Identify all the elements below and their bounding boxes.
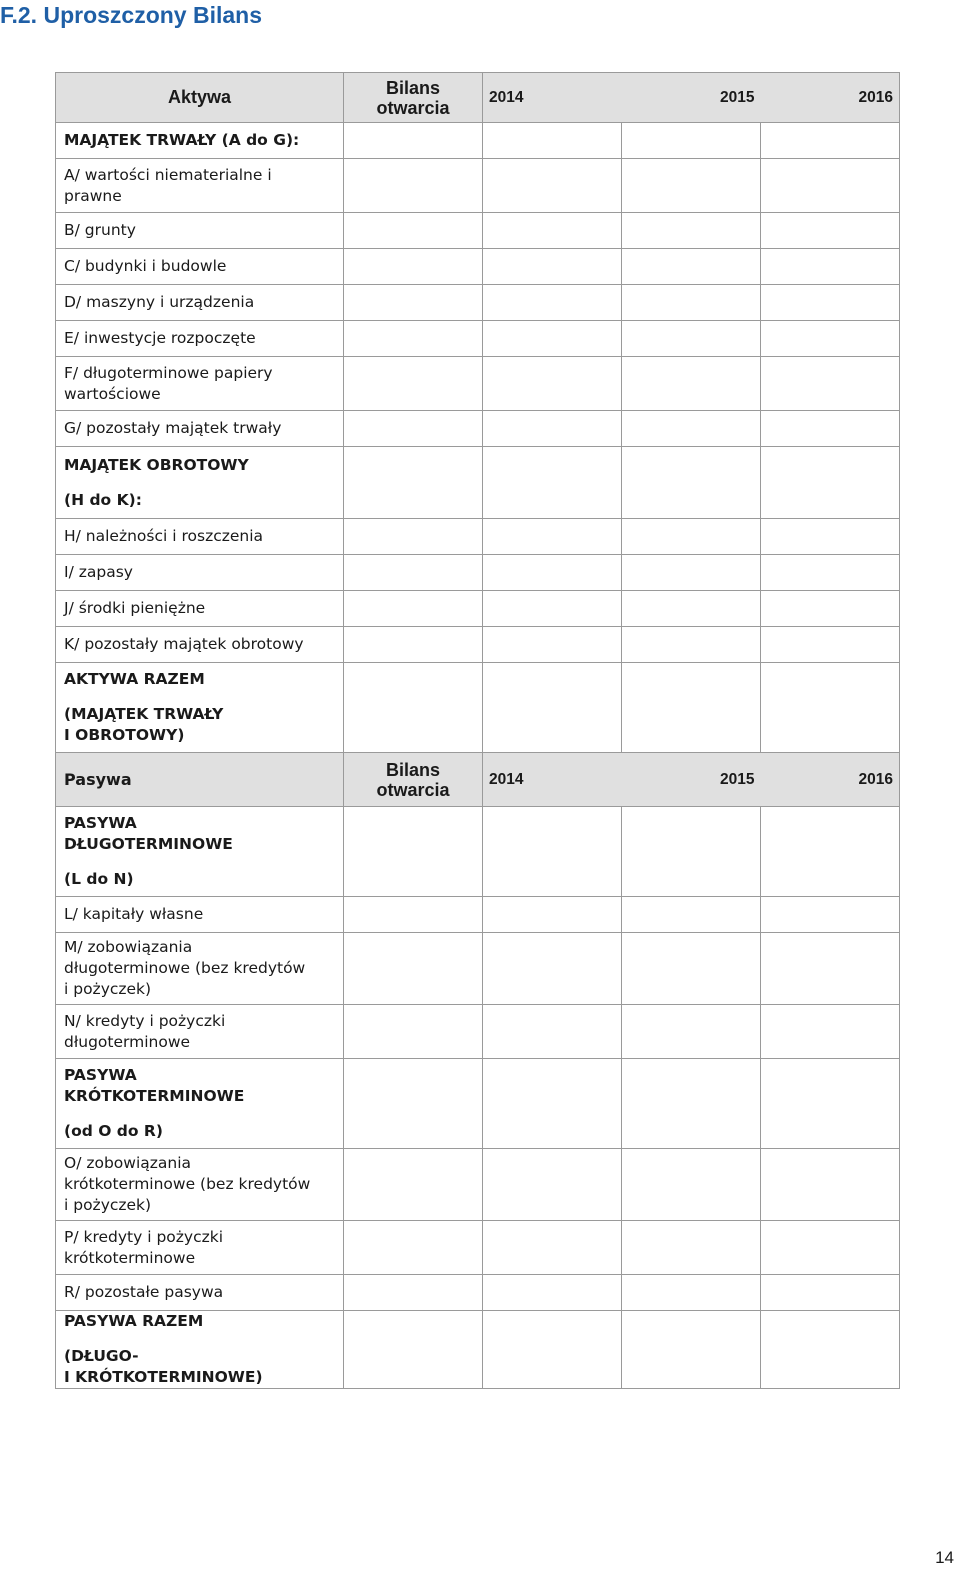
year-0-value-cell[interactable]	[483, 213, 622, 249]
pasywa-row	[56, 807, 900, 897]
label-line: wartościowe	[64, 384, 161, 403]
aktywa-row	[56, 123, 900, 159]
label-line	[64, 476, 335, 490]
year-1-value-cell[interactable]	[622, 357, 761, 411]
label-line: I KRÓTKOTERMINOWE)	[64, 1368, 263, 1386]
opening-balance-cell[interactable]	[344, 321, 483, 357]
year-1-value-cell[interactable]	[622, 807, 761, 897]
year-1-value-cell[interactable]	[622, 159, 761, 213]
label-line: AKTYWA RAZEM	[64, 670, 205, 688]
aktywa-row-label	[56, 519, 344, 555]
pasywa-row-label	[56, 1149, 344, 1221]
aktywa-row	[56, 627, 900, 663]
year-0-value-cell[interactable]	[483, 663, 622, 753]
year-2-value-cell[interactable]	[761, 321, 900, 357]
year-2-value-cell[interactable]	[761, 159, 900, 213]
year-1-value-cell[interactable]	[622, 1311, 761, 1389]
year-2-value-cell[interactable]	[761, 1149, 900, 1221]
label-line: PASYWA RAZEM	[64, 1312, 204, 1330]
pasywa-row-label	[56, 1275, 344, 1311]
year-2-value-cell[interactable]	[761, 1275, 900, 1311]
label-line: PASYWA	[64, 814, 137, 832]
year-2-value-cell[interactable]	[761, 591, 900, 627]
year-0-value-cell[interactable]	[483, 555, 622, 591]
label-line: i pożyczek)	[64, 980, 152, 998]
year-header-0: 2014	[483, 753, 622, 807]
year-1-value-cell[interactable]	[622, 1221, 761, 1275]
aktywa-row-label	[56, 627, 344, 663]
label-line: (MAJĄTEK TRWAŁY	[64, 705, 224, 723]
year-0-value-cell[interactable]	[483, 933, 622, 1005]
opening-balance-cell[interactable]	[344, 1221, 483, 1275]
year-0-value-cell[interactable]	[483, 897, 622, 933]
year-2-value-cell[interactable]	[761, 1059, 900, 1149]
label-line: E/ inwestycje rozpoczęte	[64, 329, 256, 347]
year-0-value-cell[interactable]	[483, 1149, 622, 1221]
opening-balance-cell[interactable]	[344, 447, 483, 519]
year-2-value-cell[interactable]	[761, 447, 900, 519]
opening-balance-cell[interactable]	[344, 1059, 483, 1149]
aktywa-row	[56, 321, 900, 357]
year-header-2: 2016	[761, 73, 900, 123]
opening-line-1: Bilans	[385, 77, 441, 98]
label-line: długoterminowe (bez kredytów	[64, 959, 306, 977]
label-line: B/ grunty	[64, 221, 136, 239]
year-header-0: 2014	[483, 73, 622, 123]
year-0-value-cell[interactable]	[483, 285, 622, 321]
aktywa-row-label	[56, 123, 344, 159]
label-line: DŁUGOTERMINOWE	[64, 835, 233, 853]
pasywa-header-label: Pasywa	[56, 753, 344, 807]
aktywa-row-label	[56, 447, 344, 519]
label-line: (H do K):	[64, 490, 142, 509]
opening-line-2: otwarcia	[376, 779, 450, 800]
opening-balance-cell[interactable]	[344, 123, 483, 159]
aktywa-row-label	[56, 357, 344, 411]
year-1-value-cell[interactable]	[622, 897, 761, 933]
label-line: G/ pozostały majątek trwały	[64, 419, 282, 437]
year-1-value-cell[interactable]	[622, 933, 761, 1005]
year-1-value-cell[interactable]	[622, 249, 761, 285]
label-line: KRÓTKOTERMINOWE	[64, 1087, 245, 1105]
label-line: J/ środki pieniężne	[64, 599, 206, 617]
label-line: krótkoterminowe	[64, 1248, 196, 1267]
year-1-value-cell[interactable]	[622, 285, 761, 321]
pasywa-row-label	[56, 1005, 344, 1059]
year-0-value-cell[interactable]	[483, 1311, 622, 1389]
label-line: I/ zapasy	[64, 563, 133, 581]
year-2-value-cell[interactable]	[761, 663, 900, 753]
page-title: F.2. Uproszczony Bilans	[0, 2, 263, 28]
pasywa-row	[56, 1275, 900, 1311]
label-line: długoterminowe	[64, 1032, 191, 1051]
label-line: L/ kapitały własne	[64, 905, 204, 923]
label-line: P/ kredyty i pożyczki	[64, 1227, 224, 1246]
pasywa-row-label	[56, 1059, 344, 1149]
year-0-value-cell[interactable]	[483, 807, 622, 897]
year-1-value-cell[interactable]	[622, 411, 761, 447]
label-line: O/ zobowiązania	[64, 1154, 192, 1172]
year-0-value-cell[interactable]	[483, 159, 622, 213]
aktywa-row-label	[56, 555, 344, 591]
label-line: F/ długoterminowe papiery	[64, 363, 273, 382]
opening-balance-cell[interactable]	[344, 411, 483, 447]
page-number: 14	[935, 1548, 954, 1567]
aktywa-row	[56, 411, 900, 447]
year-1-value-cell[interactable]	[622, 519, 761, 555]
opening-balance-cell[interactable]	[344, 807, 483, 897]
label-line: i pożyczek)	[64, 1196, 152, 1214]
aktywa-row	[56, 555, 900, 591]
label-line: C/ budynki i budowle	[64, 257, 227, 275]
year-2-value-cell[interactable]	[761, 933, 900, 1005]
year-0-value-cell[interactable]	[483, 591, 622, 627]
aktywa-row-label	[56, 663, 344, 753]
pasywa-row-label	[56, 933, 344, 1005]
aktywa-row	[56, 519, 900, 555]
year-1-value-cell[interactable]	[622, 1275, 761, 1311]
opening-balance-cell[interactable]	[344, 1005, 483, 1059]
balance-sheet-table	[55, 72, 900, 1389]
pasywa-row	[56, 1311, 900, 1389]
pasywa-header-row	[56, 753, 900, 807]
year-1-value-cell[interactable]	[622, 663, 761, 753]
opening-balance-cell[interactable]	[344, 249, 483, 285]
label-line: D/ maszyny i urządzenia	[64, 293, 255, 311]
label-line	[64, 1107, 335, 1121]
aktywa-row	[56, 663, 900, 753]
year-2-value-cell[interactable]	[761, 1311, 900, 1389]
pasywa-row-label	[56, 1311, 344, 1389]
label-line: MAJĄTEK TRWAŁY (A do G):	[64, 131, 300, 149]
pasywa-row	[56, 1149, 900, 1221]
aktywa-row-label	[56, 249, 344, 285]
opening-balance-cell[interactable]	[344, 897, 483, 933]
aktywa-header-label: Aktywa	[56, 73, 344, 123]
year-1-value-cell[interactable]	[622, 321, 761, 357]
year-1-value-cell[interactable]	[622, 555, 761, 591]
year-2-value-cell[interactable]	[761, 807, 900, 897]
pasywa-row	[56, 1005, 900, 1059]
label-line: I OBROTOWY)	[64, 726, 185, 744]
year-1-value-cell[interactable]	[622, 1059, 761, 1149]
year-1-value-cell[interactable]	[622, 213, 761, 249]
aktywa-row	[56, 447, 900, 519]
label-line: prawne	[64, 186, 122, 205]
year-2-value-cell[interactable]	[761, 555, 900, 591]
year-1-value-cell[interactable]	[622, 447, 761, 519]
aktywa-row	[56, 285, 900, 321]
year-header-1: 2015	[622, 753, 761, 807]
label-line	[64, 690, 335, 704]
balance-sheet-body	[56, 73, 900, 1389]
label-line	[64, 1332, 335, 1346]
year-2-value-cell[interactable]	[761, 249, 900, 285]
year-2-value-cell[interactable]	[761, 1221, 900, 1275]
year-2-value-cell[interactable]	[761, 213, 900, 249]
pasywa-row	[56, 897, 900, 933]
year-0-value-cell[interactable]	[483, 321, 622, 357]
opening-line-2: otwarcia	[376, 97, 450, 118]
year-1-value-cell[interactable]	[622, 591, 761, 627]
opening-balance-cell[interactable]	[344, 933, 483, 1005]
aktywa-header-opening	[344, 73, 483, 123]
year-0-value-cell[interactable]	[483, 1221, 622, 1275]
aktywa-row	[56, 249, 900, 285]
opening-balance-cell[interactable]	[344, 591, 483, 627]
year-0-value-cell[interactable]	[483, 1275, 622, 1311]
year-0-value-cell[interactable]	[483, 1059, 622, 1149]
aktywa-row	[56, 357, 900, 411]
label-line: R/ pozostałe pasywa	[64, 1283, 224, 1301]
opening-balance-cell[interactable]	[344, 159, 483, 213]
opening-balance-cell[interactable]	[344, 357, 483, 411]
year-2-value-cell[interactable]	[761, 897, 900, 933]
opening-balance-cell[interactable]	[344, 1311, 483, 1389]
opening-balance-cell[interactable]	[344, 1149, 483, 1221]
label-line: M/ zobowiązania	[64, 938, 193, 956]
aktywa-row-label	[56, 213, 344, 249]
pasywa-row-label	[56, 897, 344, 933]
pasywa-header-opening	[344, 753, 483, 807]
aktywa-row-label	[56, 285, 344, 321]
opening-balance-cell[interactable]	[344, 285, 483, 321]
opening-balance-cell[interactable]	[344, 627, 483, 663]
opening-line-1: Bilans	[385, 759, 441, 780]
year-0-value-cell[interactable]	[483, 1005, 622, 1059]
aktywa-header-row	[56, 73, 900, 123]
year-2-value-cell[interactable]	[761, 123, 900, 159]
year-1-value-cell[interactable]	[622, 123, 761, 159]
label-line: PASYWA	[64, 1066, 137, 1084]
label-line: K/ pozostały majątek obrotowy	[64, 635, 304, 653]
year-0-value-cell[interactable]	[483, 411, 622, 447]
opening-balance-cell[interactable]	[344, 555, 483, 591]
opening-balance-cell[interactable]	[344, 1275, 483, 1311]
year-0-value-cell[interactable]	[483, 249, 622, 285]
year-2-value-cell[interactable]	[761, 411, 900, 447]
aktywa-row	[56, 591, 900, 627]
label-line: (L do N)	[64, 870, 134, 888]
label-line	[64, 855, 335, 869]
label-line: MAJĄTEK OBROTOWY	[64, 455, 249, 474]
pasywa-row	[56, 1221, 900, 1275]
year-2-value-cell[interactable]	[761, 1005, 900, 1059]
label-line: H/ należności i roszczenia	[64, 527, 264, 545]
pasywa-row-label	[56, 1221, 344, 1275]
opening-balance-cell[interactable]	[344, 663, 483, 753]
year-1-value-cell[interactable]	[622, 1005, 761, 1059]
aktywa-row	[56, 159, 900, 213]
year-2-value-cell[interactable]	[761, 285, 900, 321]
aktywa-row-label	[56, 321, 344, 357]
year-2-value-cell[interactable]	[761, 357, 900, 411]
year-0-value-cell[interactable]	[483, 447, 622, 519]
aktywa-row-label	[56, 591, 344, 627]
label-line: krótkoterminowe (bez kredytów	[64, 1175, 311, 1193]
year-0-value-cell[interactable]	[483, 519, 622, 555]
pasywa-row	[56, 933, 900, 1005]
year-0-value-cell[interactable]	[483, 357, 622, 411]
year-0-value-cell[interactable]	[483, 123, 622, 159]
label-line: N/ kredyty i pożyczki	[64, 1011, 226, 1030]
opening-balance-cell[interactable]	[344, 519, 483, 555]
aktywa-row-label	[56, 159, 344, 213]
year-2-value-cell[interactable]	[761, 519, 900, 555]
year-header-2: 2016	[761, 753, 900, 807]
aktywa-row-label	[56, 411, 344, 447]
label-line: (DŁUGO-	[64, 1347, 139, 1365]
year-0-value-cell[interactable]	[483, 627, 622, 663]
pasywa-row-label	[56, 807, 344, 897]
year-1-value-cell[interactable]	[622, 1149, 761, 1221]
aktywa-row	[56, 213, 900, 249]
pasywa-row	[56, 1059, 900, 1149]
year-header-1: 2015	[622, 73, 761, 123]
year-2-value-cell[interactable]	[761, 627, 900, 663]
opening-balance-cell[interactable]	[344, 213, 483, 249]
year-1-value-cell[interactable]	[622, 627, 761, 663]
label-line: A/ wartości niematerialne i	[64, 165, 272, 184]
label-line: (od O do R)	[64, 1122, 163, 1140]
